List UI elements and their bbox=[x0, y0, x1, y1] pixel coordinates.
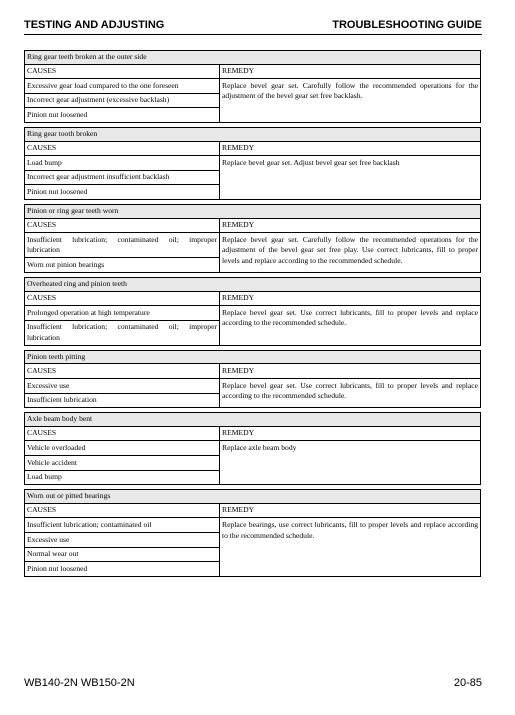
cause-item: Prolonged operation at high temperature bbox=[25, 306, 219, 321]
causes-column bbox=[25, 142, 220, 199]
remedy-text: Replace axle beam body bbox=[222, 442, 297, 452]
causes-header: CAUSES bbox=[25, 65, 219, 80]
section-title: Worn out or pitted bearings bbox=[25, 490, 480, 504]
remedy-column bbox=[220, 364, 480, 407]
remedy-column bbox=[220, 504, 480, 576]
trouble-section bbox=[24, 350, 481, 408]
remedy-header: REMEDY bbox=[220, 292, 480, 307]
causes-header: CAUSES bbox=[25, 364, 219, 379]
remedy-header: REMEDY bbox=[220, 364, 480, 379]
section-title: Pinion or ring gear teeth worn bbox=[25, 205, 480, 219]
remedy-text: Replace bevel gear set. Use correct lubricants, fill to proper levels and replace according to the recommended schedule. bbox=[222, 380, 478, 401]
cause-item: Incorrect gear adjustment (excessive backlash) bbox=[25, 94, 219, 109]
trouble-section bbox=[24, 50, 481, 123]
troubleshooting-tables bbox=[24, 50, 481, 581]
cause-item: Excessive use bbox=[25, 533, 219, 548]
trouble-section bbox=[24, 489, 481, 577]
remedy-column bbox=[220, 142, 480, 199]
cause-item: Insufficient lubrication; contaminated oil; improper lubrication bbox=[25, 233, 219, 258]
remedy-text: Replace bevel gear set. Carefully follow the recommended operations for the adjustment of the bevel gear set free backlash. bbox=[222, 80, 478, 101]
trouble-section bbox=[24, 204, 481, 273]
trouble-section bbox=[24, 277, 481, 346]
section-title: Overheated ring and pinion teeth bbox=[25, 278, 480, 292]
cause-item: Pinion nut loosened bbox=[27, 109, 88, 119]
cause-item: Vehicle accident bbox=[25, 456, 219, 471]
causes-header: CAUSES bbox=[25, 292, 219, 307]
cause-item: Excessive use bbox=[25, 379, 219, 394]
cause-item: Load bump bbox=[25, 156, 219, 171]
remedy-column bbox=[220, 219, 480, 272]
remedy-column bbox=[220, 292, 480, 345]
causes-column bbox=[25, 292, 220, 345]
remedy-header: REMEDY bbox=[220, 219, 480, 234]
cause-item: Pinion nut loosened bbox=[27, 563, 88, 573]
causes-column bbox=[25, 65, 220, 122]
remedy-column bbox=[220, 65, 480, 122]
footer-page-number: 20-85 bbox=[453, 677, 482, 689]
causes-header: CAUSES bbox=[25, 142, 219, 157]
remedy-text: Replace bearings, use correct lubricants, fill to proper levels and replace according to the recommended schedule. bbox=[222, 519, 478, 540]
causes-column bbox=[25, 219, 220, 272]
trouble-section bbox=[24, 412, 481, 485]
header-rule bbox=[24, 34, 482, 35]
footer-model: WB140-2N WB150-2N bbox=[24, 677, 135, 689]
remedy-text: Replace bevel gear set. Use correct lubricants, fill to proper levels and replace according to the recommended schedule. bbox=[222, 307, 478, 328]
cause-item: Incorrect gear adjustment insufficient backlash bbox=[25, 171, 219, 186]
section-title: Ring gear tooth broken bbox=[25, 128, 480, 142]
remedy-header: REMEDY bbox=[220, 142, 480, 157]
page-footer bbox=[24, 677, 482, 689]
remedy-header: REMEDY bbox=[220, 427, 480, 442]
causes-column bbox=[25, 504, 220, 576]
remedy-header: REMEDY bbox=[220, 504, 480, 519]
cause-item: Normal wear out bbox=[25, 548, 219, 563]
section-title: Pinion teeth pitting bbox=[25, 351, 480, 365]
causes-column bbox=[25, 427, 220, 484]
remedy-text: Replace bevel gear set. Carefully follow the recommended operations for the adjustment of the bevel gear set free play. Use correct lubricants, fill to proper levels and replace according to the recommended schedule. bbox=[222, 234, 478, 265]
remedy-column bbox=[220, 427, 480, 484]
page-header bbox=[24, 19, 482, 31]
cause-item: Load bump bbox=[27, 472, 62, 482]
cause-item: Insufficient lubrication; contaminated oil bbox=[25, 518, 219, 533]
trouble-section bbox=[24, 127, 481, 200]
cause-item: Pinion nut loosened bbox=[27, 186, 88, 196]
section-title: Axle beam body bent bbox=[25, 413, 480, 427]
causes-header: CAUSES bbox=[25, 427, 219, 442]
causes-column bbox=[25, 364, 220, 407]
cause-item: Insufficient lubrication bbox=[27, 395, 97, 405]
remedy-header: REMEDY bbox=[220, 65, 480, 80]
header-section-title: TESTING AND ADJUSTING bbox=[24, 19, 165, 31]
cause-item: Insufficient lubrication; contaminated oil; improper lubrication bbox=[27, 322, 217, 342]
remedy-text: Replace bevel gear set. Adjust bevel gear set free backlash bbox=[222, 157, 400, 167]
section-title: Ring gear teeth broken at the outer side bbox=[25, 51, 480, 65]
causes-header: CAUSES bbox=[25, 219, 219, 234]
cause-item: Vehicle overloaded bbox=[25, 441, 219, 456]
header-guide-title: TROUBLESHOOTING GUIDE bbox=[332, 19, 482, 31]
causes-header: CAUSES bbox=[25, 504, 219, 519]
cause-item: Worn out pinion bearings bbox=[27, 259, 105, 269]
cause-item: Excessive gear load compared to the one foreseen bbox=[25, 79, 219, 94]
